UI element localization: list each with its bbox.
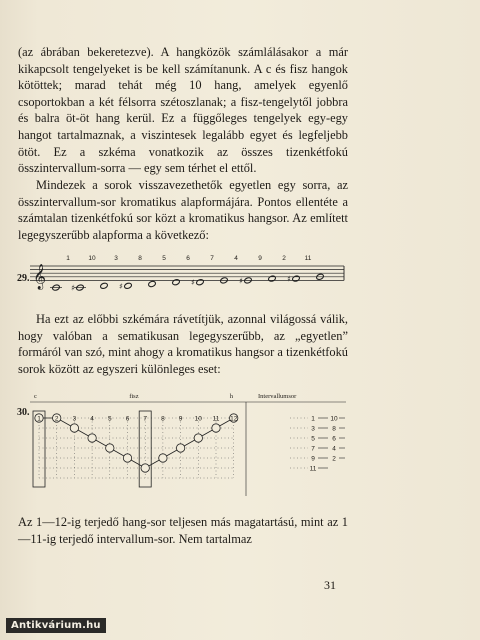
figure-29-staff xyxy=(30,254,346,296)
pitch-circle xyxy=(123,454,131,462)
sharp-sign: ♯ xyxy=(191,278,195,288)
interval-right: 2 xyxy=(332,455,336,463)
interval-left: 5 xyxy=(311,435,315,443)
column-number: 7 xyxy=(143,415,148,423)
pitch-circle-label: 1 xyxy=(37,415,41,423)
note-head xyxy=(268,275,276,282)
header-h: h xyxy=(229,393,233,400)
pitch-circle xyxy=(141,464,149,472)
interval-right: 6 xyxy=(332,435,336,443)
pitch-circle xyxy=(159,454,167,462)
header-fisz: fisz xyxy=(129,393,139,400)
pitch-circle xyxy=(70,424,78,432)
interval-number: 6 xyxy=(186,255,190,262)
interval-left: 7 xyxy=(311,445,315,453)
column-number: 8 xyxy=(161,415,165,423)
interval-right: 4 xyxy=(332,445,336,453)
interval-number: 7 xyxy=(210,255,214,262)
interval-number: 9 xyxy=(258,255,262,262)
column-number: 10 xyxy=(194,415,202,423)
paragraph-3-text: Ha ezt az előbbi szkémára rávetítjük, azonnal világossá válik, hogy valóban a sematikusan legegyszerűbb, az „egyetlen” formáról van szó, mint ahogy a kromatikus hangsor a tizenkétfokú sorok között az egyszeri különleges eset: xyxy=(18,312,348,376)
interval-left: 9 xyxy=(311,455,315,463)
sharp-sign: ♯ xyxy=(239,276,243,286)
watermark-logo: Antikvárium.hu xyxy=(6,618,106,633)
interval-right: 8 xyxy=(332,425,336,433)
column-number: 11 xyxy=(212,415,220,423)
figure-30-number: 30. xyxy=(17,407,30,418)
paragraph-4 xyxy=(18,514,348,547)
sharp-sign: ♯ xyxy=(71,283,75,293)
note-head xyxy=(292,275,300,282)
interval-number: 3 xyxy=(114,255,118,262)
figure-29-number: 29. xyxy=(17,273,30,284)
paragraph-3 xyxy=(18,311,348,377)
column-number: 4 xyxy=(90,415,94,423)
column-number: 5 xyxy=(107,415,112,423)
figure-30-schema xyxy=(30,392,348,498)
column-number: 6 xyxy=(125,415,130,423)
paragraph-2-text: Mindezek a sorok visszavezethetők egyetlen egy sorra, az összintervallum-sor kromatikus alapformájára. Pontos ellentéte a számtalan tizenkétfokú sor közt a kromatikus hangsor. Az említett legegyszerűbb alapforma a következő: xyxy=(18,178,348,242)
pitch-circle-label: 12 xyxy=(230,415,238,423)
sharp-sign: ♯ xyxy=(119,281,123,291)
header-intervallumsor: Intervallumsor xyxy=(258,393,297,400)
treble-clef-icon: 𝄞 xyxy=(33,264,47,290)
note-head xyxy=(196,279,204,286)
pitch-circle xyxy=(212,424,220,432)
pitch-circle xyxy=(194,434,202,442)
interval-number: 10 xyxy=(88,255,96,262)
interval-left: 1 xyxy=(311,415,315,423)
note-head xyxy=(100,282,108,289)
interval-number: 11 xyxy=(304,255,312,262)
interval-number: 1 xyxy=(66,255,70,262)
interval-number: 2 xyxy=(282,255,286,262)
note-head xyxy=(124,282,132,289)
interval-left: 11 xyxy=(309,465,317,473)
interval-number: 8 xyxy=(138,255,142,262)
pitch-circle xyxy=(176,444,184,452)
pitch-circle-label: 2 xyxy=(54,415,59,423)
paragraph-4-text: Az 1—12-ig terjedő hang-sor teljesen más magatartású, mint az 1—11-ig terjedő intervallum-sor. Nem tartalmaz xyxy=(18,515,348,546)
note-head xyxy=(172,279,180,286)
interval-number: 5 xyxy=(162,255,166,262)
paragraph-1 xyxy=(18,44,348,177)
interval-left: 3 xyxy=(311,425,315,433)
header-c: c xyxy=(34,393,37,400)
interval-right: 10 xyxy=(330,415,338,423)
pitch-circle xyxy=(88,434,96,442)
column-number: 9 xyxy=(178,415,183,423)
note-head xyxy=(148,280,156,287)
pitch-circle xyxy=(106,444,114,452)
interval-number: 4 xyxy=(234,255,238,262)
column-number: 3 xyxy=(72,415,77,423)
paragraph-1-text: (az ábrában bekeretezve). A hangközök számlálásakor a már kikapcsolt tengelyeket is be kell számítanunk. A c és fisz hangok kötöttek; marad tehát még 10 hang, amelyek egyenlő csoportokban a két félsorra szétoszlanak; a fisz-tengelytől jobbra és balra öt-öt hang kerül. Ez a függőleges tengelyek egy-egy hangot tartalmaznak, a viszintesek legalább egyet és legfeljebb ötöt. Ez a szkéma vonatkozik az összes tizenkétfokú összintervallum-sorra — egy sem térhet el ettől. xyxy=(18,45,348,176)
page-number: 31 xyxy=(324,578,336,592)
paragraph-2 xyxy=(18,177,348,243)
sharp-sign: ♯ xyxy=(287,274,291,284)
